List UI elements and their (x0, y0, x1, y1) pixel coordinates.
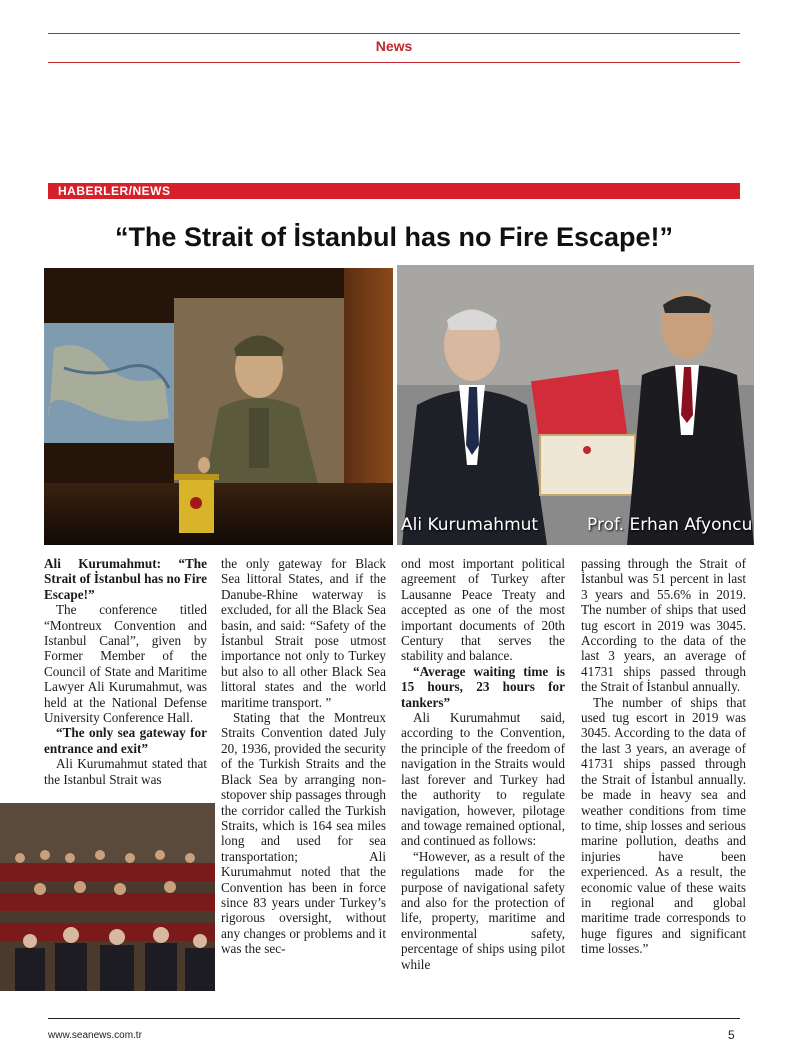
column1-lead-head: Ali Kurumahmut: “The Strait of İstanbul has no Fire Escape!” (44, 556, 207, 602)
photo-caption-left: Ali Kurumahmut (401, 515, 539, 535)
column3-paragraph: ond most important political agreement of Turkey after Lausanne Peace Treaty and accepted as one of the most important documents of 20th Century that serves the stability and balance. (401, 556, 565, 664)
audience-photo (0, 803, 215, 991)
column4-paragraph: passing through the Strait of İstanbul was 51 percent in last 3 years and 55.6% in 2019. The number of ships that used tug escort in 2019 was 3045. According to the data of the last 3 years, an average of 41731 ships passed through the Strait of İstanbul annually. (581, 556, 746, 695)
column2-paragraph: Stating that the Montreux Straits Convention dated July 20, 1936, provided the security of the Turkish Straits and the Black Sea by arranging non-stopover ship passages through the corridor called the Turkish Straits, which is 164 sea miles long and used for sea transportation; Ali Kurumahmut noted that the Convention has been in force since 83 years under Turkey’s rigorous oversight, without any changes or problems and it was the sec- (221, 710, 386, 957)
column1-paragraph: The conference titled “Montreux Convention and Istanbul Canal”, given by Former Member of the Council of State and Maritime Lawyer Ali Kurumahmut, was held at the National Defense University Conference Hall. (44, 602, 207, 726)
column2-paragraph: the only gateway for Black Sea littoral States, and if the Danube-Rhine waterway is excluded, for all the Black Sea basin, and said: “Safety of the İstanbul Strait pose utmost importance not only to Turkey but also to all other Black Sea littoral states and the world maritime transport. ” (221, 556, 386, 710)
text-column-3 (401, 556, 565, 972)
section-band (48, 183, 740, 199)
text-column-2 (221, 556, 386, 957)
column1-paragraph: Ali Kurumahmut stated that the Istanbul Strait was (44, 756, 207, 787)
text-column-4 (581, 556, 746, 957)
section-title: News (375, 38, 413, 54)
audience-illustration (0, 803, 215, 991)
header-top-rule (48, 33, 740, 34)
photo-caption-right: Prof. Erhan Afyoncu (587, 515, 753, 535)
article-headline: “The Strait of İstanbul has no Fire Escape!” (114, 222, 674, 252)
column4-paragraph: The number of ships that used tug escort in 2019 was 3045. According to the data of the last 3 years, an average of 41731 ships passed through the Strait of İstanbul annually. be made in heavy sea and weather conditions from time to time, ship losses and serious marine pollution, deaths and injuries have been experienced. As a result, the economic value of these waits in regional and global maritime trade corresponds to huge figures and significant time losses.” (581, 694, 746, 957)
column3-paragraph: “However, as a result of the regulations made for the purpose of navigational safety and also for the protection of life, property, maritime and environmental safety, percentage of ships using pilot while (401, 848, 565, 972)
footer-url: www.seanews.com.tr (48, 1030, 142, 1041)
column3-paragraph: Ali Kurumahmut said, according to the Convention, the principle of the freedom of navigation in the Straits would last forever and Turkey had the authority to regulate navigation, however, pilotage and towage remained optional, and continued as follows: (401, 710, 565, 849)
column1-subhead: “The only sea gateway for entrance and exit” (44, 725, 207, 756)
page-number: 5 (728, 1028, 735, 1042)
footer-rule (48, 1018, 740, 1019)
stage-illustration (44, 268, 393, 545)
plaque-presentation-photo (397, 265, 754, 545)
conference-stage-photo (44, 268, 393, 545)
header-bottom-rule (48, 62, 740, 63)
text-column-1 (44, 556, 207, 787)
section-band-label: HABERLER/NEWS (58, 184, 171, 198)
presentation-illustration (397, 265, 754, 545)
column3-subhead: “Average waiting time is 15 hours, 23 hours for tankers” (401, 663, 565, 710)
